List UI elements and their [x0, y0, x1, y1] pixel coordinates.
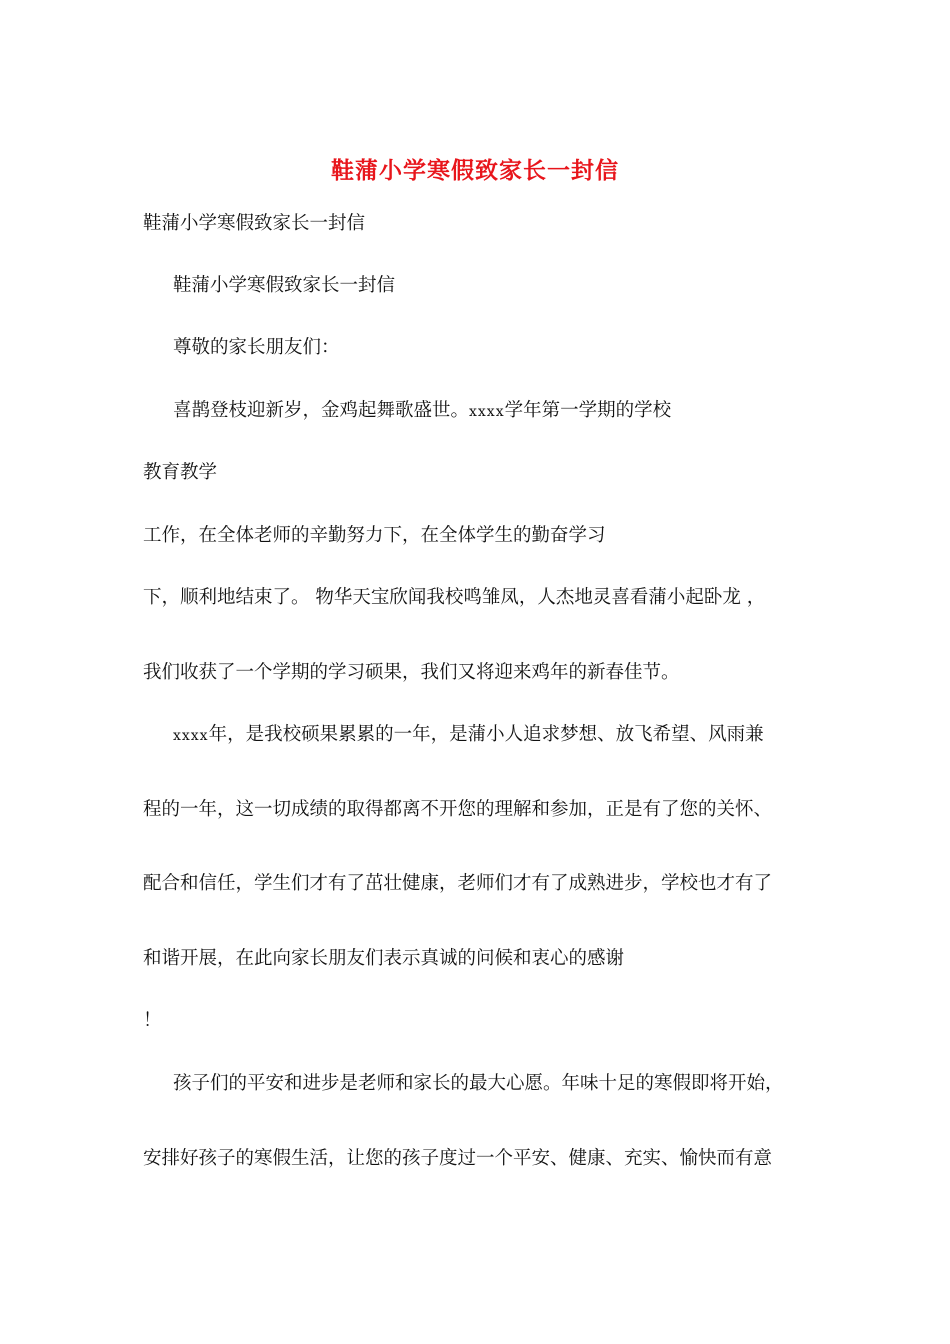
letter-heading: 鞋蒲小学寒假致家长一封信 [173, 275, 396, 296]
paragraph-1-line-1 [173, 399, 671, 424]
year-placeholder: xxxx [469, 404, 505, 420]
paragraph-3-line-2: 安排好孩子的寒假生活，让您的孩子度过一个平安、健康、充实、愉快而有意 [143, 1148, 773, 1169]
document-title: 鞋蒲小学寒假致家长一封信 [331, 157, 619, 184]
paragraph-2-line-4: 和谐开展，在此向家长朋友们表示真诚的问候和衷心的感谢 [143, 948, 625, 969]
paragraph-2-line-1 [173, 723, 764, 748]
paragraph-1-line-2: 教育教学 [143, 462, 218, 483]
salutation: 尊敬的家长朋友们： [173, 337, 340, 358]
paragraph-3-line-1: 孩子们的平安和进步是老师和家长的最大心愿。年味十足的寒假即将开始， [173, 1073, 784, 1094]
paragraph-2-line-2: 程的一年，这一切成绩的取得都离不开您的理解和参加，正是有了您的关怀、 [143, 799, 773, 820]
year-placeholder: xxxx [173, 728, 209, 744]
paragraph-1-line-4: 下，顺利地结束了。 物华天宝欣闻我校鸣雏凤，人杰地灵喜看蒲小起卧龙 ， [143, 587, 766, 608]
text-segment: 学年第一学期的学校 [504, 400, 672, 421]
paragraph-2-line-5: ！ [143, 1010, 162, 1031]
text-segment: 喜鹊登枝迎新岁，金鸡起舞歌盛世。 [173, 400, 470, 421]
paragraph-2-line-3: 配合和信任，学生们才有了茁壮健康，老师们才有了成熟进步，学校也才有了 [143, 873, 773, 894]
paragraph-1-line-3: 工作，在全体老师的辛勤努力下，在全体学生的勤奋学习 [143, 525, 606, 546]
paragraph-1-line-5: 我们收获了一个学期的学习硕果，我们又将迎来鸡年的新春佳节。 [143, 662, 680, 683]
subtitle-line: 鞋蒲小学寒假致家长一封信 [143, 213, 366, 234]
text-segment: 年，是我校硕果累累的一年，是蒲小人追求梦想、放飞希望、风雨兼 [208, 724, 764, 745]
